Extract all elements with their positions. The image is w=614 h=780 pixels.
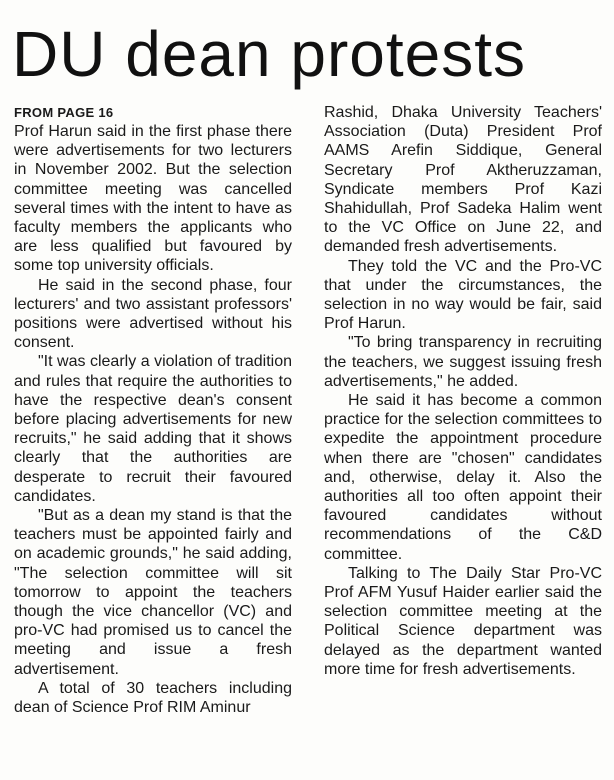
paragraph: "It was clearly a violation of tradition and rules that require the authorities to have the respective dean's consent before placing advertisements for new recruits," he said adding that it shows clearly that the authorities are desperate to recruit their favoured candidates. xyxy=(14,353,292,505)
headline: DU dean protests xyxy=(12,18,527,90)
paragraph: "But as a dean my stand is that the teachers must be appointed fairly and on academic grounds," he said adding, "The selection committee will sit tomorrow to appoint the teachers though the vice chancellor (VC) and pro-VC had promised us to cancel the meeting and issue a fresh advertisement. xyxy=(14,507,292,678)
paragraph: Prof Harun said in the first phase there were advertisements for two lecturers in November 2002. But the selection committee meeting was cancelled several times with the intent to have as faculty members the applicants who are less qualified but favoured by some top university officials. xyxy=(14,123,292,275)
column-right xyxy=(324,103,602,775)
paragraph: They told the VC and the Pro-VC that under the circumstances, the selection in no way would be fair, said Prof Harun. xyxy=(324,257,602,333)
paragraph: "To bring transparency in recruiting the teachers, we suggest issuing fresh advertisements," he added. xyxy=(324,334,602,390)
paragraph: Talking to The Daily Star Pro-VC Prof AFM Yusuf Haider earlier said the selection committee meeting at the Political Science department was delayed as the department wanted more time for fresh advertisements. xyxy=(324,564,602,678)
column-left xyxy=(14,103,292,775)
paragraph: He said it has become a common practice for the selection committees to expedite the appointment procedure when there are "chosen" candidates and, otherwise, delay it. Also the authorities all too often appoint their favoured candidates without recommendations of the C&D committee. xyxy=(324,392,602,563)
article-body xyxy=(14,103,602,775)
paragraph: A total of 30 teachers including dean of Science Prof RIM Aminur xyxy=(14,679,292,717)
paragraph: Rashid, Dhaka University Teachers' Association (Duta) President Prof AAMS Arefin Siddique, General Secretary Prof Aktheruzzaman, Syndicate members Prof Kazi Shahidullah, Prof Sadeka Halim went to the VC Office on June 22, and demanded fresh advertisements. xyxy=(324,104,602,256)
jump-line: FROM PAGE 16 xyxy=(14,105,114,120)
paragraph: He said in the second phase, four lecturers' and two assistant professors' positions were advertised without his consent. xyxy=(14,276,292,352)
